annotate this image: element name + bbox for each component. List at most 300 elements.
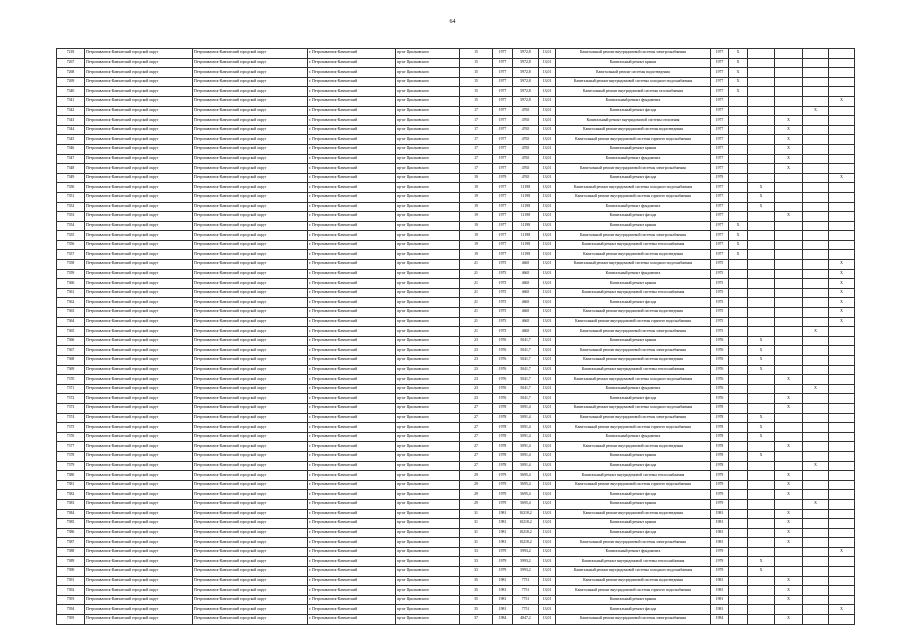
table-row <box>57 586 855 596</box>
cell-plan-year: 1977 <box>711 240 729 250</box>
cell-m2 <box>748 250 775 260</box>
cell-settlement: Петропавловск-Камчатский городской округ <box>193 499 308 509</box>
cell-m5 <box>829 116 855 126</box>
cell-work: Капитальный ремонт внутридомовой системы горячего водоснабжения <box>556 586 711 596</box>
cell-house: 17 <box>460 106 493 116</box>
cell-m5 <box>829 413 855 423</box>
table-row <box>57 461 855 471</box>
cell-m5 <box>829 490 855 500</box>
cell-year: 1977 <box>493 58 513 68</box>
cell-house: 19 <box>460 212 493 222</box>
cell-share: 13,01 <box>539 68 556 78</box>
cell-year: 1978 <box>493 413 513 423</box>
cell-m2 <box>748 106 775 116</box>
cell-street: пр-кт Циолковского <box>396 116 460 126</box>
cell-street: пр-кт Циолковского <box>396 250 460 260</box>
cell-m4 <box>803 557 829 567</box>
cell-share: 13,01 <box>539 96 556 106</box>
cell-m2: Х <box>748 413 775 423</box>
cell-municipality: Петропавловск-Камчатский городской округ <box>85 490 193 500</box>
cell-share: 13,01 <box>539 365 556 375</box>
cell-street: пр-кт Циолковского <box>396 595 460 605</box>
table-row <box>57 538 855 548</box>
cell-plan-year: 1978 <box>711 432 729 442</box>
table-row <box>57 212 855 222</box>
cell-m3 <box>775 269 803 279</box>
cell-area: 5972,8 <box>513 68 539 78</box>
cell-municipality: Петропавловск-Камчатский городской округ <box>85 116 193 126</box>
cell-locality: г. Петропавловск-Камчатский <box>308 308 396 318</box>
cell-settlement: Петропавловск-Камчатский городской округ <box>193 87 308 97</box>
cell-m5 <box>829 538 855 548</box>
table-row <box>57 240 855 250</box>
cell-share: 13,01 <box>539 212 556 222</box>
cell-settlement: Петропавловск-Камчатский городской округ <box>193 96 308 106</box>
cell-street: пр-кт Циолковского <box>396 298 460 308</box>
cell-m3 <box>775 317 803 327</box>
cell-plan-year: 1979 <box>711 557 729 567</box>
cell-year: 1979 <box>493 490 513 500</box>
cell-settlement: Петропавловск-Камчатский городской округ <box>193 346 308 356</box>
table-row <box>57 375 855 385</box>
cell-settlement: Петропавловск-Камчатский городской округ <box>193 576 308 586</box>
cell-m1 <box>729 413 748 423</box>
cell-m1 <box>729 260 748 270</box>
cell-settlement: Петропавловск-Камчатский городской округ <box>193 432 308 442</box>
cell-m2 <box>748 144 775 154</box>
cell-id: 7352 <box>57 202 85 212</box>
cell-id: 7388 <box>57 547 85 557</box>
cell-id: 7218 <box>57 49 85 59</box>
cell-municipality: Петропавловск-Камчатский городской округ <box>85 164 193 174</box>
cell-m5 <box>829 192 855 202</box>
cell-plan-year: 1979 <box>711 499 729 509</box>
cell-share: 13,01 <box>539 116 556 126</box>
cell-m2: Х <box>748 432 775 442</box>
cell-year: 1977 <box>493 240 513 250</box>
cell-locality: г. Петропавловск-Камчатский <box>308 595 396 605</box>
cell-m4 <box>803 87 829 97</box>
cell-settlement: Петропавловск-Камчатский городской округ <box>193 68 308 78</box>
cell-municipality: Петропавловск-Камчатский городской округ <box>85 519 193 529</box>
cell-id: 7363 <box>57 308 85 318</box>
cell-locality: г. Петропавловск-Камчатский <box>308 96 396 106</box>
cell-street: пр-кт Циолковского <box>396 240 460 250</box>
cell-share: 13,01 <box>539 356 556 366</box>
cell-plan-year: 1977 <box>711 250 729 260</box>
cell-year: 1981 <box>493 605 513 615</box>
cell-municipality: Петропавловск-Камчатский городской округ <box>85 576 193 586</box>
cell-settlement: Петропавловск-Камчатский городской округ <box>193 605 308 615</box>
cell-plan-year: 1976 <box>711 384 729 394</box>
cell-m4 <box>803 615 829 625</box>
cell-m5: Х <box>829 605 855 615</box>
cell-municipality: Петропавловск-Камчатский городской округ <box>85 49 193 59</box>
cell-work: Капитальный ремонт фундамента <box>556 202 711 212</box>
cell-area: 7751 <box>513 595 539 605</box>
cell-plan-year: 1981 <box>711 528 729 538</box>
cell-municipality: Петропавловск-Камчатский городской округ <box>85 317 193 327</box>
cell-work: Капитальный ремонт фундамента <box>556 432 711 442</box>
cell-share: 13,01 <box>539 183 556 193</box>
cell-id: 7381 <box>57 480 85 490</box>
cell-area: 5695,4 <box>513 471 539 481</box>
table-row <box>57 164 855 174</box>
cell-locality: г. Петропавловск-Камчатский <box>308 250 396 260</box>
cell-year: 1977 <box>493 116 513 126</box>
cell-work: Капитальный ремонт фасада <box>556 394 711 404</box>
cell-m4 <box>803 183 829 193</box>
cell-house: 35 <box>460 595 493 605</box>
cell-settlement: Петропавловск-Камчатский городской округ <box>193 547 308 557</box>
table-row <box>57 336 855 346</box>
cell-m2 <box>748 595 775 605</box>
cell-m4 <box>803 298 829 308</box>
cell-id: 7353 <box>57 212 85 222</box>
cell-m4 <box>803 576 829 586</box>
cell-house: 15 <box>460 49 493 59</box>
cell-id: 7351 <box>57 192 85 202</box>
cell-share: 13,01 <box>539 384 556 394</box>
cell-settlement: Петропавловск-Камчатский городской округ <box>193 221 308 231</box>
cell-work: Капитальный ремонт фундамента <box>556 269 711 279</box>
cell-m3 <box>775 308 803 318</box>
cell-m5: Х <box>829 308 855 318</box>
cell-year: 1976 <box>493 356 513 366</box>
cell-settlement: Петропавловск-Камчатский городской округ <box>193 356 308 366</box>
cell-work: Капитальный ремонт внутридомовой системы горячего водоснабжения <box>556 192 711 202</box>
cell-m1 <box>729 442 748 452</box>
cell-m5 <box>829 528 855 538</box>
cell-area: 4665 <box>513 260 539 270</box>
cell-street: пр-кт Циолковского <box>396 356 460 366</box>
cell-area: 4665 <box>513 279 539 289</box>
cell-m1: Х <box>729 49 748 59</box>
cell-id: 7390 <box>57 567 85 577</box>
cell-area: 11198 <box>513 221 539 231</box>
cell-area: 5041,7 <box>513 365 539 375</box>
cell-municipality: Петропавловск-Камчатский городской округ <box>85 394 193 404</box>
cell-locality: г. Петропавловск-Камчатский <box>308 423 396 433</box>
cell-locality: г. Петропавловск-Камчатский <box>308 365 396 375</box>
cell-locality: г. Петропавловск-Камчатский <box>308 183 396 193</box>
cell-m1 <box>729 116 748 126</box>
cell-street: пр-кт Циолковского <box>396 183 460 193</box>
table-row <box>57 365 855 375</box>
cell-street: пр-кт Циолковского <box>396 480 460 490</box>
cell-id: 7348 <box>57 164 85 174</box>
cell-id: 7346 <box>57 144 85 154</box>
cell-plan-year: 1977 <box>711 125 729 135</box>
cell-work: Капитальный ремонт внутридомовой системы электроснабжения <box>556 346 711 356</box>
cell-id: 7385 <box>57 519 85 529</box>
cell-year: 1978 <box>493 451 513 461</box>
cell-settlement: Петропавловск-Камчатский городской округ <box>193 442 308 452</box>
table-row <box>57 125 855 135</box>
cell-share: 13,01 <box>539 58 556 68</box>
cell-share: 13,01 <box>539 250 556 260</box>
cell-area: 4765 <box>513 164 539 174</box>
cell-m3 <box>775 356 803 366</box>
cell-id: 7360 <box>57 279 85 289</box>
cell-house: 17 <box>460 135 493 145</box>
cell-share: 13,01 <box>539 279 556 289</box>
cell-share: 13,01 <box>539 547 556 557</box>
cell-m3: Х <box>775 615 803 625</box>
cell-street: пр-кт Циолковского <box>396 499 460 509</box>
cell-area: 5041,7 <box>513 336 539 346</box>
cell-m1: Х <box>729 231 748 241</box>
table-row <box>57 595 855 605</box>
cell-locality: г. Петропавловск-Камчатский <box>308 499 396 509</box>
table-row <box>57 413 855 423</box>
cell-house: 15 <box>460 87 493 97</box>
cell-work: Капитальный ремонт внутридомовой системы холодного водоснабжения <box>556 567 711 577</box>
cell-municipality: Петропавловск-Камчатский городской округ <box>85 451 193 461</box>
cell-id: 7369 <box>57 365 85 375</box>
cell-plan-year: 1981 <box>711 586 729 596</box>
cell-area: 7751 <box>513 586 539 596</box>
cell-house: 17 <box>460 125 493 135</box>
cell-area: 5695,4 <box>513 499 539 509</box>
cell-m3: Х <box>775 125 803 135</box>
cell-m5 <box>829 519 855 529</box>
cell-municipality: Петропавловск-Камчатский городской округ <box>85 356 193 366</box>
cell-m3 <box>775 192 803 202</box>
cell-locality: г. Петропавловск-Камчатский <box>308 567 396 577</box>
cell-id: 7347 <box>57 154 85 164</box>
cell-m5 <box>829 586 855 596</box>
cell-settlement: Петропавловск-Камчатский городской округ <box>193 423 308 433</box>
cell-street: пр-кт Циолковского <box>396 106 460 116</box>
cell-m5 <box>829 135 855 145</box>
cell-m3 <box>775 336 803 346</box>
cell-year: 1975 <box>493 308 513 318</box>
cell-plan-year: 1975 <box>711 298 729 308</box>
cell-area: 11198 <box>513 240 539 250</box>
cell-m1 <box>729 144 748 154</box>
cell-locality: г. Петропавловск-Камчатский <box>308 279 396 289</box>
table-row <box>57 432 855 442</box>
cell-m2: Х <box>748 356 775 366</box>
cell-area: 5972,8 <box>513 49 539 59</box>
cell-m1 <box>729 288 748 298</box>
cell-year: 1977 <box>493 49 513 59</box>
cell-m1: Х <box>729 58 748 68</box>
cell-municipality: Петропавловск-Камчатский городской округ <box>85 125 193 135</box>
cell-m4 <box>803 116 829 126</box>
cell-m3 <box>775 96 803 106</box>
cell-house: 27 <box>460 442 493 452</box>
cell-street: пр-кт Циолковского <box>396 308 460 318</box>
cell-municipality: Петропавловск-Камчатский городской округ <box>85 298 193 308</box>
cell-area: 4765 <box>513 173 539 183</box>
cell-m3 <box>775 106 803 116</box>
cell-m4 <box>803 509 829 519</box>
cell-area: 5972,8 <box>513 87 539 97</box>
cell-share: 13,01 <box>539 394 556 404</box>
cell-m2 <box>748 317 775 327</box>
cell-m3: Х <box>775 595 803 605</box>
cell-m2 <box>748 403 775 413</box>
cell-m5 <box>829 471 855 481</box>
cell-id: 7367 <box>57 346 85 356</box>
cell-m3: Х <box>775 116 803 126</box>
cell-year: 1977 <box>493 231 513 241</box>
cell-plan-year: 1981 <box>711 519 729 529</box>
cell-m5 <box>829 221 855 231</box>
cell-settlement: Петропавловск-Камчатский городской округ <box>193 375 308 385</box>
cell-area: 4765 <box>513 144 539 154</box>
cell-m1: Х <box>729 68 748 78</box>
cell-year: 1977 <box>493 183 513 193</box>
cell-locality: г. Петропавловск-Камчатский <box>308 461 396 471</box>
cell-m1 <box>729 356 748 366</box>
cell-m2 <box>748 499 775 509</box>
cell-year: 1976 <box>493 394 513 404</box>
table-row <box>57 327 855 337</box>
cell-m2 <box>748 260 775 270</box>
cell-m1 <box>729 490 748 500</box>
cell-area: 4665 <box>513 327 539 337</box>
cell-work: Капитальный ремонт фасада <box>556 528 711 538</box>
cell-m1: Х <box>729 77 748 87</box>
table-row <box>57 346 855 356</box>
cell-m1 <box>729 202 748 212</box>
cell-share: 13,01 <box>539 499 556 509</box>
cell-settlement: Петропавловск-Камчатский городской округ <box>193 528 308 538</box>
cell-m2 <box>748 173 775 183</box>
cell-locality: г. Петропавловск-Камчатский <box>308 106 396 116</box>
cell-m5 <box>829 212 855 222</box>
cell-id: 7359 <box>57 269 85 279</box>
cell-work: Капитальный ремонт фасада <box>556 461 711 471</box>
cell-work: Капитальный ремонт внутридомовой системы теплоснабжения <box>556 471 711 481</box>
cell-house: 23 <box>460 375 493 385</box>
cell-area: 4665 <box>513 269 539 279</box>
cell-locality: г. Петропавловск-Камчатский <box>308 173 396 183</box>
cell-settlement: Петропавловск-Камчатский городской округ <box>193 336 308 346</box>
cell-m3 <box>775 260 803 270</box>
cell-year: 1977 <box>493 87 513 97</box>
cell-id: 7365 <box>57 327 85 337</box>
cell-plan-year: 1978 <box>711 442 729 452</box>
cell-plan-year: 1979 <box>711 567 729 577</box>
cell-settlement: Петропавловск-Камчатский городской округ <box>193 586 308 596</box>
cell-settlement: Петропавловск-Камчатский городской округ <box>193 192 308 202</box>
cell-m1 <box>729 615 748 625</box>
cell-street: пр-кт Циолковского <box>396 336 460 346</box>
cell-settlement: Петропавловск-Камчатский городской округ <box>193 240 308 250</box>
cell-year: 1979 <box>493 547 513 557</box>
cell-m1 <box>729 509 748 519</box>
cell-m2 <box>748 615 775 625</box>
cell-work: Капитальный ремонт внутридомовой системы водоотведения <box>556 356 711 366</box>
cell-street: пр-кт Циолковского <box>396 576 460 586</box>
cell-municipality: Петропавловск-Камчатский городской округ <box>85 327 193 337</box>
cell-area: 4765 <box>513 154 539 164</box>
cell-share: 13,01 <box>539 423 556 433</box>
cell-area: 5041,7 <box>513 346 539 356</box>
cell-m2 <box>748 87 775 97</box>
cell-m1 <box>729 595 748 605</box>
cell-share: 13,01 <box>539 144 556 154</box>
table-row <box>57 423 855 433</box>
cell-share: 13,01 <box>539 471 556 481</box>
cell-share: 13,01 <box>539 576 556 586</box>
cell-year: 1978 <box>493 423 513 433</box>
cell-area: 4665 <box>513 317 539 327</box>
cell-settlement: Петропавловск-Камчатский городской округ <box>193 269 308 279</box>
cell-m2 <box>748 471 775 481</box>
cell-m3: Х <box>775 164 803 174</box>
cell-m1 <box>729 557 748 567</box>
cell-settlement: Петропавловск-Камчатский городской округ <box>193 77 308 87</box>
cell-settlement: Петропавловск-Камчатский городской округ <box>193 49 308 59</box>
cell-m3 <box>775 461 803 471</box>
cell-id: 7386 <box>57 528 85 538</box>
cell-m3 <box>775 365 803 375</box>
cell-work: Капитальный ремонт внутридомовой системы холодного водоснабжения <box>556 77 711 87</box>
cell-m4: Х <box>803 461 829 471</box>
cell-area: 5041,7 <box>513 394 539 404</box>
cell-work: Капитальный ремонт крыши <box>556 144 711 154</box>
cell-m1 <box>729 528 748 538</box>
cell-house: 35 <box>460 586 493 596</box>
cell-plan-year: 1977 <box>711 96 729 106</box>
cell-street: пр-кт Циолковского <box>396 288 460 298</box>
cell-m2: Х <box>748 451 775 461</box>
cell-m1: Х <box>729 250 748 260</box>
cell-m5 <box>829 365 855 375</box>
cell-m3 <box>775 547 803 557</box>
cell-year: 1977 <box>493 250 513 260</box>
cell-m4 <box>803 154 829 164</box>
cell-house: 19 <box>460 173 493 183</box>
cell-municipality: Петропавловск-Камчатский городской округ <box>85 202 193 212</box>
cell-m4 <box>803 595 829 605</box>
table-row <box>57 509 855 519</box>
cell-locality: г. Петропавловск-Камчатский <box>308 116 396 126</box>
cell-house: 21 <box>460 298 493 308</box>
cell-locality: г. Петропавловск-Камчатский <box>308 154 396 164</box>
cell-area: 11198 <box>513 212 539 222</box>
cell-house: 19 <box>460 192 493 202</box>
cell-share: 13,01 <box>539 375 556 385</box>
cell-id: 7269 <box>57 77 85 87</box>
cell-m3 <box>775 432 803 442</box>
cell-locality: г. Петропавловск-Камчатский <box>308 375 396 385</box>
cell-share: 13,01 <box>539 538 556 548</box>
cell-area: 11198 <box>513 202 539 212</box>
cell-m2 <box>748 49 775 59</box>
cell-m4 <box>803 279 829 289</box>
cell-m5 <box>829 461 855 471</box>
cell-municipality: Петропавловск-Камчатский городской округ <box>85 58 193 68</box>
cell-locality: г. Петропавловск-Камчатский <box>308 260 396 270</box>
cell-m1 <box>729 586 748 596</box>
cell-settlement: Петропавловск-Камчатский городской округ <box>193 490 308 500</box>
cell-m3 <box>775 557 803 567</box>
cell-id: 7383 <box>57 499 85 509</box>
cell-m2 <box>748 212 775 222</box>
cell-area: 4765 <box>513 125 539 135</box>
cell-year: 1976 <box>493 365 513 375</box>
cell-m2 <box>748 135 775 145</box>
cell-share: 13,01 <box>539 567 556 577</box>
cell-m4 <box>803 480 829 490</box>
cell-m1 <box>729 423 748 433</box>
